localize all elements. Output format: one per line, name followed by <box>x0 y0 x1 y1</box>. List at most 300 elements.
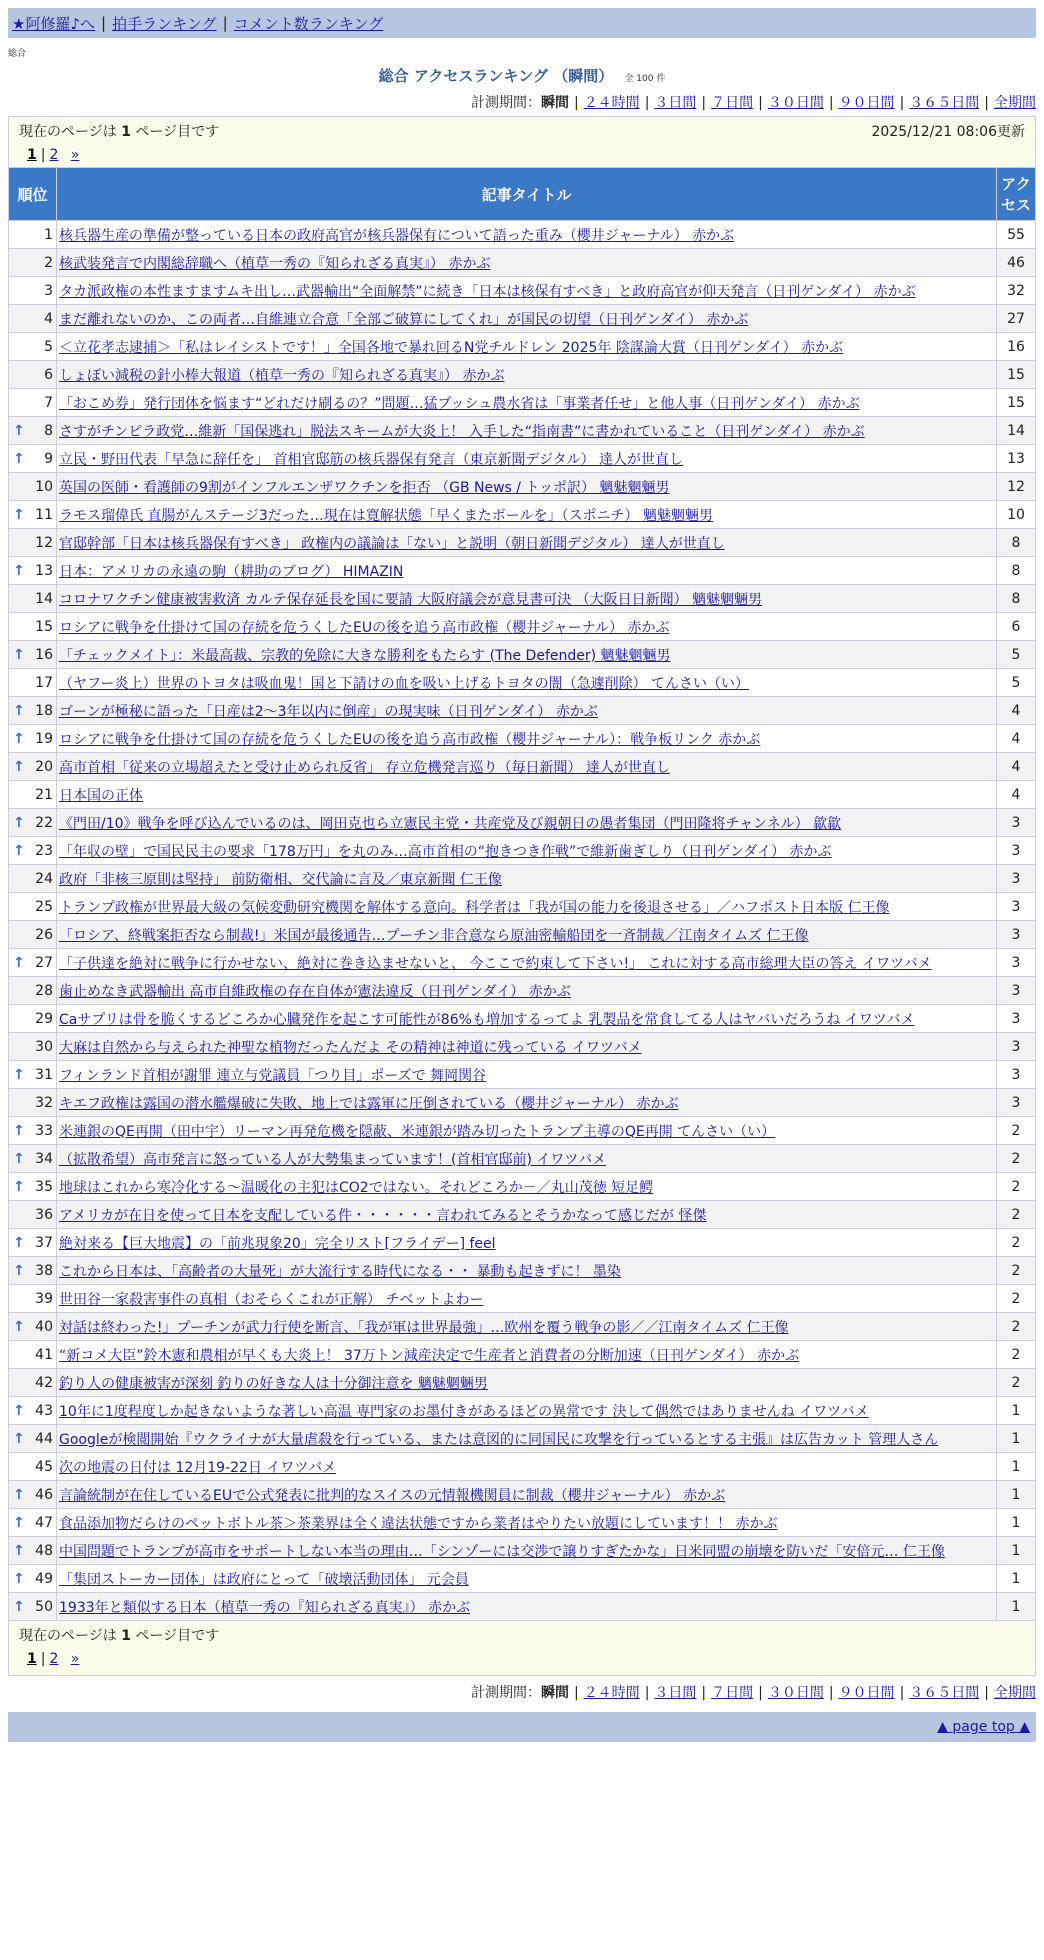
period-option-link[interactable]: ７日間 <box>711 95 754 111</box>
access-count: 8 <box>997 585 1036 613</box>
access-count: 15 <box>997 361 1036 389</box>
rank-cell <box>9 1313 57 1341</box>
article-title-link[interactable]: しょぼい減税の針小棒大報道（植草一秀の『知られざる真実』） 赤かぶ <box>59 367 505 384</box>
title-cell <box>57 333 997 361</box>
title-cell <box>57 1285 997 1313</box>
rank-number: 2 <box>44 254 53 271</box>
title-cell <box>57 249 997 277</box>
rank-number: 41 <box>35 1346 53 1363</box>
access-count: 3 <box>997 921 1036 949</box>
article-title-link[interactable]: 「集団ストーカー団体」は政府にとって「破壊活動団体」 元会員 <box>59 1571 469 1588</box>
access-count: 2 <box>997 1341 1036 1369</box>
article-title-link[interactable]: 政府「非核三原則は堅持」 前防衛相、交代論に言及／東京新聞 仁王像 <box>59 871 502 888</box>
table-row <box>9 725 1036 753</box>
rank-cell <box>9 669 57 697</box>
title-cell <box>57 1229 997 1257</box>
table-row <box>9 1397 1036 1425</box>
article-title-link[interactable]: フィンランド首相が謝罪 連立与党議員「つり目」ポーズで 舞岡関谷 <box>59 1067 487 1084</box>
article-title-link[interactable]: 「年収の壁」で国民民主の要求「178万円」を丸のみ…高市首相の“抱きつき作戦”で維新歯ぎしり（日刊ゲンダイ） 赤かぶ <box>59 843 832 860</box>
rank-number: 35 <box>35 1178 53 1195</box>
rank-number: 32 <box>35 1094 53 1111</box>
rank-up-arrow-icon: ↑ <box>13 1402 25 1419</box>
table-row <box>9 361 1036 389</box>
access-count: 2 <box>997 1145 1036 1173</box>
rank-cell <box>9 1005 57 1033</box>
rank-up-arrow-icon: ↑ <box>13 1514 25 1531</box>
access-count: 12 <box>997 473 1036 501</box>
table-row <box>9 809 1036 837</box>
rank-cell <box>9 641 57 669</box>
access-count: 1 <box>997 1397 1036 1425</box>
article-title-link[interactable]: Googleが検閲開始『ウクライナが大量虐殺を行っている、または意図的に同国民に攻撃を行っているとする主張』は広告カット 管理人さん <box>59 1431 939 1448</box>
rank-up-arrow-icon: ↑ <box>13 562 25 579</box>
table-row <box>9 781 1036 809</box>
table-row <box>9 753 1036 781</box>
table-row <box>9 669 1036 697</box>
rank-cell <box>9 865 57 893</box>
rank-cell <box>9 249 57 277</box>
period-label: 計測期間： <box>470 95 541 111</box>
table-row <box>9 1145 1036 1173</box>
table-row <box>9 473 1036 501</box>
article-title-link[interactable]: 対話は終わった!」プーチンが武力行使を断言、「我が軍は世界最強」…欧州を覆う戦争の影／／江南タイムズ 仁王像 <box>59 1319 789 1336</box>
rank-number: 4 <box>44 310 53 327</box>
pager-page-link[interactable]: 2 <box>49 147 59 163</box>
article-title-link[interactable]: 核武装発言で内閣総辞職へ（植草一秀の『知られざる真実』） 赤かぶ <box>59 255 491 272</box>
rank-number: 20 <box>35 758 53 775</box>
article-title-link[interactable]: 絶対来る【巨大地震】の「前兆現象20」完全リスト[フライデー] feel <box>59 1235 496 1252</box>
access-count: 1 <box>997 1425 1036 1453</box>
pager-top <box>19 147 1025 163</box>
nav-separator: | <box>222 14 228 32</box>
page-title-text: 総合 アクセスランキング （瞬間） <box>378 67 614 85</box>
table-row <box>9 837 1036 865</box>
rank-cell <box>9 1285 57 1313</box>
rank-number: 6 <box>44 366 53 383</box>
title-cell <box>57 1033 997 1061</box>
title-cell <box>57 921 997 949</box>
article-title-link[interactable]: ラモス瑠偉氏 直腸がんステージ3だった…現在は寛解状態「早くまたボールを」（スポニチ） 魑魅魍魎男 <box>59 507 713 524</box>
article-title-link[interactable]: 「おこめ券」発行団体を悩ます“どれだけ刷るの？”問題…猛プッシュ農水省は「事業者任せ」と他人事（日刊ゲンダイ） 赤かぶ <box>59 395 860 412</box>
pager-current-page: 1 <box>27 1651 37 1667</box>
period-option-link[interactable]: 全期間 <box>994 1685 1036 1701</box>
title-cell <box>57 1117 997 1145</box>
table-row <box>9 529 1036 557</box>
rank-cell <box>9 1369 57 1397</box>
title-cell <box>57 697 997 725</box>
rank-up-arrow-icon: ↑ <box>13 1262 25 1279</box>
access-count: 1 <box>997 1565 1036 1593</box>
access-count: 1 <box>997 1593 1036 1621</box>
access-count: 4 <box>997 781 1036 809</box>
rank-number: 9 <box>44 450 53 467</box>
access-count: 5 <box>997 641 1036 669</box>
access-count: 4 <box>997 753 1036 781</box>
title-cell <box>57 389 997 417</box>
period-separator: | <box>828 1685 834 1701</box>
period-option-link[interactable]: ９０日間 <box>838 95 895 111</box>
period-current: 瞬間 <box>540 95 569 111</box>
article-title-link[interactable]: コロナワクチン健康被害救済 カルテ保存延長を国に要請 大阪府議会が意見書可決 （大阪日日新聞） 魑魅魍魎男 <box>59 591 763 608</box>
table-row <box>9 1201 1036 1229</box>
access-count: 3 <box>997 949 1036 977</box>
page-info-top <box>8 116 1036 167</box>
article-title-link[interactable]: ＜立花孝志逮捕＞「私はレイシストです！」全国各地で暴れ回るN党チルドレン 2025年 陰謀論大賞（日刊ゲンダイ） 赤かぶ <box>59 339 844 356</box>
period-option-link[interactable]: ３６５日間 <box>909 95 980 111</box>
rank-cell <box>9 1341 57 1369</box>
bottom-bar <box>8 1712 1036 1742</box>
article-title-link[interactable]: 日本国の正体 <box>59 787 143 804</box>
title-cell <box>57 949 997 977</box>
title-cell <box>57 809 997 837</box>
pager-next-link[interactable]: » <box>70 1651 80 1667</box>
pager-bottom <box>19 1651 1025 1667</box>
rank-number: 17 <box>35 674 53 691</box>
page-title <box>8 65 1036 86</box>
title-cell <box>57 557 997 585</box>
period-option-link[interactable]: ７日間 <box>711 1685 754 1701</box>
rank-number: 7 <box>44 394 53 411</box>
table-row <box>9 1117 1036 1145</box>
rank-number: 43 <box>35 1402 53 1419</box>
pager-separator <box>62 1651 66 1667</box>
access-count: 6 <box>997 613 1036 641</box>
access-count: 1 <box>997 1537 1036 1565</box>
article-title-link[interactable]: まだ離れないのか、この両者…自維連立合意「全部ご破算にしてくれ」が国民の切望（日刊ゲンダイ） 赤かぶ <box>59 311 749 328</box>
article-title-link[interactable]: 日本：アメリカの永遠の駒（耕助のブログ） HIMAZIN <box>59 563 404 580</box>
access-count: 4 <box>997 725 1036 753</box>
article-title-link[interactable]: ロシアに戦争を仕掛けて国の存続を危うくしたEUの後を追う高市政権（櫻井ジャーナル）：戦争板リンク 赤かぶ <box>59 731 761 748</box>
table-row <box>9 1481 1036 1509</box>
article-title-link[interactable]: 言論統制が在住しているEUで公式発表に批判的なスイスの元情報機関員に制裁（櫻井ジャーナル） 赤かぶ <box>59 1487 726 1504</box>
rank-number: 48 <box>35 1542 53 1559</box>
title-cell <box>57 1061 997 1089</box>
rank-number: 15 <box>35 618 53 635</box>
title-cell <box>57 1453 997 1481</box>
rank-number: 13 <box>35 562 53 579</box>
access-count: 3 <box>997 837 1036 865</box>
rank-number: 44 <box>35 1430 53 1447</box>
rank-cell <box>9 1453 57 1481</box>
nav-separator: | <box>101 14 107 32</box>
access-count: 2 <box>997 1369 1036 1397</box>
access-count: 2 <box>997 1173 1036 1201</box>
rank-up-arrow-icon: ↑ <box>13 1234 25 1251</box>
rank-up-arrow-icon: ↑ <box>13 1542 25 1559</box>
access-count: 3 <box>997 977 1036 1005</box>
table-row <box>9 305 1036 333</box>
title-cell <box>57 1369 997 1397</box>
article-title-link[interactable]: 食品添加物だらけのペットボトル茶＞茶業界は全く違法状態ですから業者はやりたい放題にしています！！ 赤かぶ <box>59 1515 778 1532</box>
rank-cell <box>9 893 57 921</box>
article-title-link[interactable]: ロシアに戦争を仕掛けて国の存続を危うくしたEUの後を追う高市政権（櫻井ジャーナル） 赤かぶ <box>59 619 670 636</box>
table-row <box>9 1173 1036 1201</box>
rank-cell <box>9 977 57 1005</box>
access-count: 16 <box>997 333 1036 361</box>
title-cell <box>57 753 997 781</box>
period-option-link[interactable]: ３日間 <box>654 1685 697 1701</box>
article-title-link[interactable]: 世田谷一家殺害事件の真相（おそらくこれが正解） チベットよわー <box>59 1291 484 1308</box>
title-cell <box>57 1201 997 1229</box>
rank-cell <box>9 1117 57 1145</box>
title-cell <box>57 1313 997 1341</box>
article-title-link[interactable]: 米連銀のQE再開（田中宇）リーマン再発危機を隠蔽、米連銀が踏み切ったトランプ主導のQE再開 てんさい（い） <box>59 1123 776 1140</box>
period-option-link[interactable]: ３日間 <box>654 95 697 111</box>
title-cell <box>57 1089 997 1117</box>
title-cell <box>57 1537 997 1565</box>
rank-number: 5 <box>44 338 53 355</box>
period-option-link[interactable]: ３６５日間 <box>909 1685 980 1701</box>
article-title-link[interactable]: 「チェックメイト」：米最高裁、宗教的免除に大きな勝利をもたらす (The Defender) 魑魅魍魎男 <box>59 647 671 664</box>
rank-cell <box>9 1257 57 1285</box>
rank-number: 50 <box>35 1598 53 1615</box>
period-separator: | <box>899 1685 905 1701</box>
article-title-link[interactable]: （拡散希望）高市発言に怒っている人が大勢集まっています！(首相官邸前) イワツバメ <box>59 1151 607 1168</box>
rank-cell <box>9 445 57 473</box>
rank-cell <box>9 1397 57 1425</box>
table-row <box>9 1537 1036 1565</box>
title-cell <box>57 837 997 865</box>
rank-cell <box>9 1537 57 1565</box>
rank-up-arrow-icon: ↑ <box>13 450 25 467</box>
period-option-link[interactable]: ９０日間 <box>838 1685 895 1701</box>
rank-number: 29 <box>35 1010 53 1027</box>
period-option-link[interactable]: 全期間 <box>994 95 1036 111</box>
title-cell <box>57 473 997 501</box>
article-title-link[interactable]: 釣り人の健康被害が深刻 釣りの好きな人は十分御注意を 魑魅魍魎男 <box>59 1375 488 1392</box>
rank-up-arrow-icon: ↑ <box>13 646 25 663</box>
pager-separator: | <box>40 147 46 163</box>
rank-cell <box>9 1145 57 1173</box>
table-row <box>9 1341 1036 1369</box>
rank-cell <box>9 361 57 389</box>
title-cell <box>57 1005 997 1033</box>
pager-separator <box>62 147 66 163</box>
title-cell <box>57 305 997 333</box>
period-current: 瞬間 <box>540 1685 569 1701</box>
table-row <box>9 1509 1036 1537</box>
article-title-link[interactable]: 1933年と類似する日本（植草一秀の『知られざる真実』） 赤かぶ <box>59 1599 471 1616</box>
home-link[interactable]: ★阿修羅♪へ <box>12 14 96 33</box>
title-cell <box>57 1397 997 1425</box>
period-separator: | <box>573 95 579 111</box>
top-nav-bar <box>8 8 1036 38</box>
rank-number: 40 <box>35 1318 53 1335</box>
period-option-link[interactable]: ２４時間 <box>583 95 640 111</box>
article-title-link[interactable]: 官邸幹部「日本は核兵器保有すべき」 政権内の議論は「ない」と説明（朝日新聞デジタル） 達人が世直し <box>59 535 725 552</box>
access-header: アクセス <box>997 168 1036 221</box>
clap-ranking-link[interactable]: 拍手ランキング <box>112 14 217 33</box>
title-cell <box>57 781 997 809</box>
article-title-link[interactable]: さすがチンピラ政党…維新「国保逃れ」脱法スキームが大炎上！ 入手した“指南書”に書かれていること（日刊ゲンダイ） 赤かぶ <box>59 423 865 440</box>
rank-cell <box>9 1593 57 1621</box>
table-row <box>9 1593 1036 1621</box>
title-cell <box>57 1593 997 1621</box>
rank-cell <box>9 1481 57 1509</box>
rank-number: 37 <box>35 1234 53 1251</box>
table-row <box>9 417 1036 445</box>
article-title-link[interactable]: 歯止めなき武器輸出 高市自維政権の存在自体が憲法違反（日刊ゲンダイ） 赤かぶ <box>59 983 571 1000</box>
page-top-link[interactable]: ▲ page top ▲ <box>937 1719 1030 1735</box>
period-option-link[interactable]: ２４時間 <box>583 1685 640 1701</box>
rank-cell <box>9 781 57 809</box>
rank-up-arrow-icon: ↑ <box>13 1178 25 1195</box>
rank-up-arrow-icon: ↑ <box>13 1430 25 1447</box>
title-cell <box>57 1509 997 1537</box>
rank-cell <box>9 809 57 837</box>
article-title-link[interactable]: 《門田/10》戦争を呼び込んでいるのは、岡田克也ら立憲民主党・共産党及び親朝日の愚者集団（門田隆将チャンネル） 歙歙 <box>59 815 842 832</box>
article-title-link[interactable]: これから日本は、「高齢者の大量死」が大流行する時代になる・・ 暴動も起きずに！ 墨染 <box>59 1263 621 1280</box>
article-title-link[interactable]: 核兵器生産の準備が整っている日本の政府高官が核兵器保有について語った重み（櫻井ジャーナル） 赤かぶ <box>59 227 735 244</box>
table-row <box>9 1369 1036 1397</box>
rank-up-arrow-icon: ↑ <box>13 702 25 719</box>
article-title-link[interactable]: 「ロシア、終戦案拒否なら制裁!」米国が最後通告…プーチン非合意なら原油密輸船団を一斉制裁／江南タイムズ 仁王像 <box>59 927 809 944</box>
rank-up-arrow-icon: ↑ <box>13 1570 25 1587</box>
rank-number: 33 <box>35 1122 53 1139</box>
article-title-link[interactable]: 中国問題でトランプが高市をサポートしない本当の理由…「シンゾーには交渉で譲りすぎたかな」日米同盟の崩壊を防いだ「安倍元… 仁王像 <box>59 1543 945 1560</box>
rank-number: 12 <box>35 534 53 551</box>
rank-cell <box>9 1509 57 1537</box>
article-title-link[interactable]: 「子供達を絶対に戦争に行かせない、絶対に巻き込ませないと、 今ここで約束して下さい!」 これに対する高市総理大臣の答え イワツバメ <box>59 955 932 972</box>
rank-number: 27 <box>35 954 53 971</box>
table-row <box>9 333 1036 361</box>
rank-up-arrow-icon: ↑ <box>13 758 25 775</box>
table-row <box>9 249 1036 277</box>
article-title-link[interactable]: 立民・野田代表「早急に辞任を」 首相官邸筋の核兵器保有発言（東京新聞デジタル） 達人が世直し <box>59 451 684 468</box>
title-cell <box>57 1565 997 1593</box>
table-row <box>9 613 1036 641</box>
access-count: 10 <box>997 501 1036 529</box>
table-row <box>9 1313 1036 1341</box>
table-row <box>9 697 1036 725</box>
rank-number: 3 <box>44 282 53 299</box>
rank-cell <box>9 473 57 501</box>
rank-number: 1 <box>44 226 53 243</box>
period-option-link[interactable]: ３０日間 <box>767 1685 824 1701</box>
access-count: 2 <box>997 1201 1036 1229</box>
rank-cell <box>9 529 57 557</box>
rank-number: 45 <box>35 1458 53 1475</box>
rank-up-arrow-icon: ↑ <box>13 1150 25 1167</box>
rank-cell <box>9 221 57 249</box>
article-title-link[interactable]: ゴーンが極秘に語った「日産は2～3年以内に倒産」の現実味（日刊ゲンダイ） 赤かぶ <box>59 703 598 720</box>
rank-cell <box>9 417 57 445</box>
rank-number: 8 <box>44 422 53 439</box>
rank-cell <box>9 837 57 865</box>
article-title-link[interactable]: キエフ政権は露国の潜水艦爆破に失敗、地上では露軍に圧倒されている（櫻井ジャーナル） 赤かぶ <box>59 1095 679 1112</box>
article-title-link[interactable]: 次の地震の日付は 12月19-22日 イワツバメ <box>59 1459 337 1476</box>
table-row <box>9 865 1036 893</box>
access-count: 55 <box>997 221 1036 249</box>
table-row <box>9 1005 1036 1033</box>
comment-ranking-link[interactable]: コメント数ランキング <box>233 14 384 33</box>
pager-page-link[interactable]: 2 <box>49 1651 59 1667</box>
rank-up-arrow-icon: ↑ <box>13 1486 25 1503</box>
article-title-link[interactable]: トランプ政権が世界最大級の気候変動研究機関を解体する意向。科学者は「我が国の能力を後退させる」／ハフポスト日本版 仁王像 <box>59 899 890 916</box>
access-count: 3 <box>997 1089 1036 1117</box>
article-title-link[interactable]: 高市首相「従来の立場超えたと受け止められ反省」 存立危機発言巡り（毎日新聞） 達人が世直し <box>59 759 670 776</box>
rank-cell <box>9 557 57 585</box>
rank-number: 36 <box>35 1206 53 1223</box>
rank-cell <box>9 585 57 613</box>
rank-up-arrow-icon: ↑ <box>13 954 25 971</box>
period-separator: | <box>644 95 650 111</box>
period-selector-top <box>8 92 1036 112</box>
access-count: 8 <box>997 557 1036 585</box>
period-separator: | <box>758 95 763 111</box>
access-count: 3 <box>997 809 1036 837</box>
article-title-link[interactable]: Caサプリは骨を脆くするどころか心臓発作を起こす可能性が86%も増加するってよ 乳製品を常食してる人はヤバいだろうね イワツバメ <box>59 1011 915 1028</box>
article-title-link[interactable]: （ヤフー炎上）世界のトヨタは吸血鬼！国と下請けの血を吸い上げるトヨタの闇（急遽削除） てんさい（い） <box>59 675 750 692</box>
rank-number: 38 <box>35 1262 53 1279</box>
rank-number: 47 <box>35 1514 53 1531</box>
rank-number: 21 <box>35 786 53 803</box>
rank-number: 24 <box>35 870 53 887</box>
rank-number: 18 <box>35 702 53 719</box>
title-cell <box>57 221 997 249</box>
rank-number: 25 <box>35 898 53 915</box>
page-info-bottom: 現在のページは 1 ページ目です 1 | 2 » <box>8 1621 1036 1676</box>
current-page-number: 1 <box>121 124 131 140</box>
rank-cell <box>9 1089 57 1117</box>
article-title-link[interactable]: アメリカが在日を使って日本を支配している件・・・・・・言われてみるとそうかなって感じだが 怪傑 <box>59 1207 707 1224</box>
rank-up-arrow-icon: ↑ <box>13 422 25 439</box>
rank-number: 22 <box>35 814 53 831</box>
access-count: 3 <box>997 1061 1036 1089</box>
article-title-link[interactable]: 10年に1度程度しか起きないような著しい高温 専門家のお墨付きがあるほどの異常です 決して偶然ではありませんね イワツバメ <box>59 1403 869 1420</box>
rank-cell <box>9 753 57 781</box>
access-count: 46 <box>997 249 1036 277</box>
access-count: 1 <box>997 1481 1036 1509</box>
access-count: 32 <box>997 277 1036 305</box>
title-cell <box>57 641 997 669</box>
pager-next-link[interactable]: » <box>70 147 80 163</box>
table-row <box>9 501 1036 529</box>
table-row <box>9 949 1036 977</box>
period-separator: | <box>984 95 989 111</box>
article-title-link[interactable]: 大麻は自然から与えられた神聖な植物だったんだよ その精神は神道に残っている イワツバメ <box>59 1039 642 1056</box>
rank-cell <box>9 333 57 361</box>
access-count: 27 <box>997 305 1036 333</box>
title-cell <box>57 865 997 893</box>
period-separator: | <box>828 95 834 111</box>
rank-cell <box>9 305 57 333</box>
title-cell <box>57 277 997 305</box>
period-label: 計測期間： <box>470 1685 541 1701</box>
period-separator: | <box>644 1685 650 1701</box>
table-row <box>9 893 1036 921</box>
rank-number: 34 <box>35 1150 53 1167</box>
table-row <box>9 1257 1036 1285</box>
access-count: 8 <box>997 529 1036 557</box>
rank-number: 31 <box>35 1066 53 1083</box>
rank-up-arrow-icon: ↑ <box>13 1122 25 1139</box>
article-title-link[interactable]: 英国の医師・看護師の9割がインフルエンザワクチンを拒否 （GB News / トッポ訳） 魑魅魍魎男 <box>59 479 670 496</box>
article-title-link[interactable]: タカ派政権の本性ますますムキ出し…武器輸出“全面解禁”に続き「日本は核保有すべき」と政府高官が仰天発言（日刊ゲンダイ） 赤かぶ <box>59 283 916 300</box>
rank-number: 42 <box>35 1374 53 1391</box>
article-title-link[interactable]: “新コメ大臣”鈴木憲和農相が早くも大炎上！ 37万トン減産決定で生産者と消費者の分断加速（日刊ゲンダイ） 赤かぶ <box>59 1347 800 1364</box>
article-title-link[interactable]: 地球はこれから寒冷化する～温暖化の主犯はCO2ではない。それどころか－／丸山茂徳 短足鰐 <box>59 1179 654 1196</box>
rank-cell <box>9 613 57 641</box>
access-count: 3 <box>997 1005 1036 1033</box>
period-separator: | <box>573 1685 579 1701</box>
rank-cell <box>9 1061 57 1089</box>
rank-cell <box>9 389 57 417</box>
rank-up-arrow-icon: ↑ <box>13 1318 25 1335</box>
title-cell <box>57 1425 997 1453</box>
period-option-link[interactable]: ３０日間 <box>767 95 824 111</box>
table-row <box>9 921 1036 949</box>
